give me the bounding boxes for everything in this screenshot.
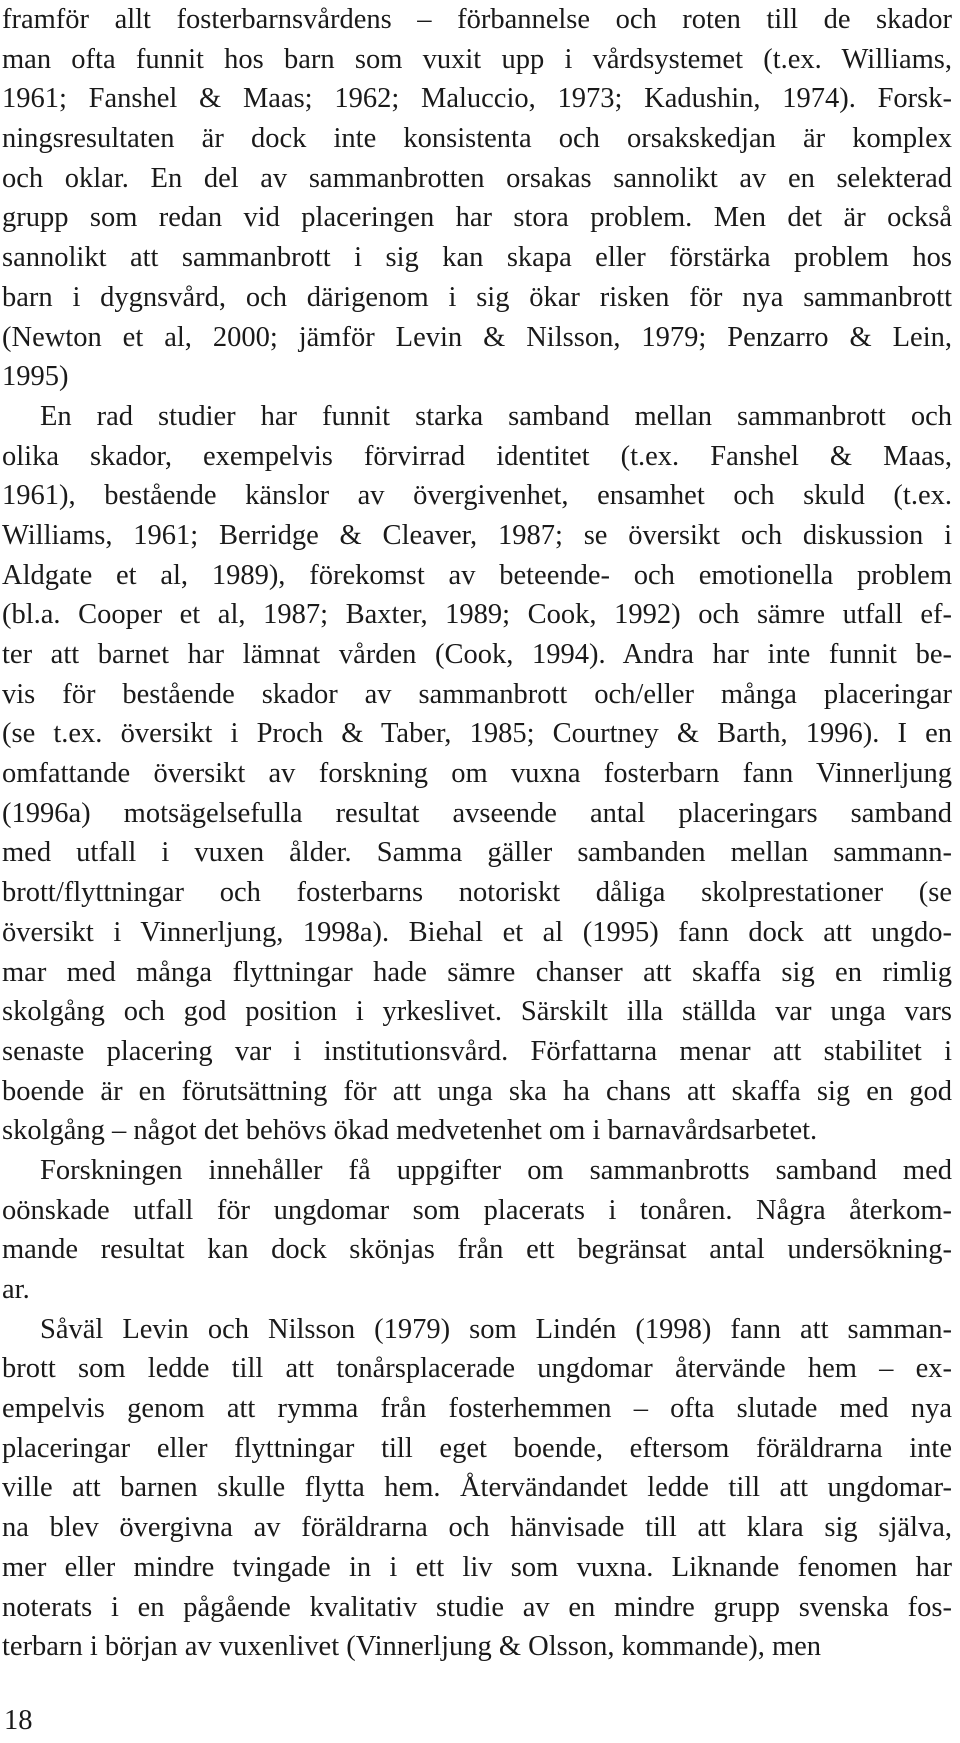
text-line: olika skador, exempelvis förvirrad identitet (t.ex. Fanshel & Maas, [2, 440, 952, 472]
text-line: skolgång och god position i yrkeslivet. Särskilt illa ställda var unga vars [2, 996, 952, 1028]
text-line: mer eller mindre tvingade in i ett liv som vuxna. Liknande fenomen har [2, 1551, 952, 1583]
text-line: översikt i Vinnerljung, 1998a). Biehal et al (1995) fann dock att ungdo- [2, 916, 952, 948]
paragraph [2, 397, 952, 1151]
text-line: mande resultat kan dock skönjas från ett begränsat antal undersökning- [2, 1234, 952, 1266]
paragraph [2, 0, 952, 397]
text-line: brott/flyttningar och fosterbarns notoriskt dåliga skolprestationer (se [2, 877, 952, 909]
text-line: na blev övergivna av föräldrarna och hänvisade till att klara sig själva, [2, 1512, 952, 1544]
text-line: placeringar eller flyttningar till eget boende, eftersom föräldrarna inte [2, 1432, 952, 1464]
text-line: Aldgate et al, 1989), förekomst av beteende- och emotionella problem [2, 559, 952, 591]
text-line: senaste placering var i institutionsvård. Författarna menar att stabilitet i [2, 1035, 952, 1067]
text-line: ar. [2, 1274, 30, 1305]
text-line: skolgång – något det behövs ökad medvetenhet om i barnavårdsarbetet. [2, 1115, 818, 1147]
paragraph [2, 1310, 952, 1667]
text-line: ter att barnet har lämnat vården (Cook, 1994). Andra har inte funnit be- [2, 639, 952, 670]
text-line: med utfall i vuxen ålder. Samma gäller sambanden mellan sammann- [2, 837, 952, 869]
text-line: vis för bestående skador av sammanbrott och/eller många placeringar [2, 678, 952, 710]
text-line: mar med många flyttningar hade sämre chanser att skaffa sig en rimlig [2, 956, 952, 988]
text-line: ville att barnen skulle flytta hem. Återvändandet ledde till att ungdomar- [2, 1472, 952, 1504]
text-line: oönskade utfall för ungdomar som placerats i tonåren. Några återkom- [2, 1194, 952, 1226]
page-number: 18 [4, 1705, 33, 1736]
text-line: man ofta funnit hos barn som vuxit upp i vårdsystemet (t.ex. Williams, [2, 43, 952, 75]
text-line: sannolikt att sammanbrott i sig kan skapa eller förstärka problem hos [2, 242, 952, 274]
text-line: (1996a) motsägelsefulla resultat avseende antal placeringars samband [2, 797, 952, 829]
document-page [2, 0, 952, 1667]
text-line: noterats i en pågående kvalitativ studie av en mindre grupp svenska fos- [2, 1591, 952, 1623]
text-line: framför allt fosterbarnsvårdens – förbannelse och roten till de skador [2, 4, 952, 35]
text-line: En rad studier har funnit starka samband mellan sammanbrott och [40, 400, 952, 432]
text-line: ningsresultaten är dock inte konsistenta och orsakskedjan är komplex [2, 123, 952, 155]
text-line: omfattande översikt av forskning om vuxna fosterbarn fann Vinnerljung [2, 758, 952, 790]
text-line: Williams, 1961; Berridge & Cleaver, 1987; se översikt och diskussion i [2, 519, 952, 551]
paragraph [2, 1151, 952, 1310]
text-line: (bl.a. Cooper et al, 1987; Baxter, 1989; Cook, 1992) och sämre utfall ef- [2, 599, 952, 631]
body-text [2, 0, 952, 1667]
text-line: brott som ledde till att tonårsplacerade ungdomar återvände hem – ex- [2, 1353, 952, 1385]
text-line: boende är en förutsättning för att unga ska ha chans att skaffa sig en god [2, 1075, 952, 1107]
text-line: Såväl Levin och Nilsson (1979) som Lindén (1998) fann att samman- [40, 1313, 952, 1345]
text-line: (Newton et al, 2000; jämför Levin & Nilsson, 1979; Penzarro & Lein, [2, 321, 952, 353]
text-line: 1995) [2, 361, 69, 393]
text-line: terbarn i början av vuxenlivet (Vinnerljung & Olsson, kommande), men [2, 1631, 822, 1663]
text-line: empelvis genom att rymma från fosterhemmen – ofta slutade med nya [2, 1393, 952, 1425]
text-line: (se t.ex. översikt i Proch & Taber, 1985; Courtney & Barth, 1996). I en [2, 718, 952, 750]
text-line: 1961), bestående känslor av övergivenhet, ensamhet och skuld (t.ex. [2, 480, 952, 512]
text-line: Forskningen innehåller få uppgifter om sammanbrotts samband med [40, 1154, 952, 1186]
text-line: barn i dygnsvård, och därigenom i sig ökar risken för nya sammanbrott [2, 281, 952, 313]
text-line: och oklar. En del av sammanbrotten orsakas sannolikt av en selekterad [2, 162, 952, 194]
text-line: 1961; Fanshel & Maas; 1962; Maluccio, 1973; Kadushin, 1974). Forsk- [2, 83, 952, 115]
text-line: grupp som redan vid placeringen har stora problem. Men det är också [2, 202, 952, 234]
